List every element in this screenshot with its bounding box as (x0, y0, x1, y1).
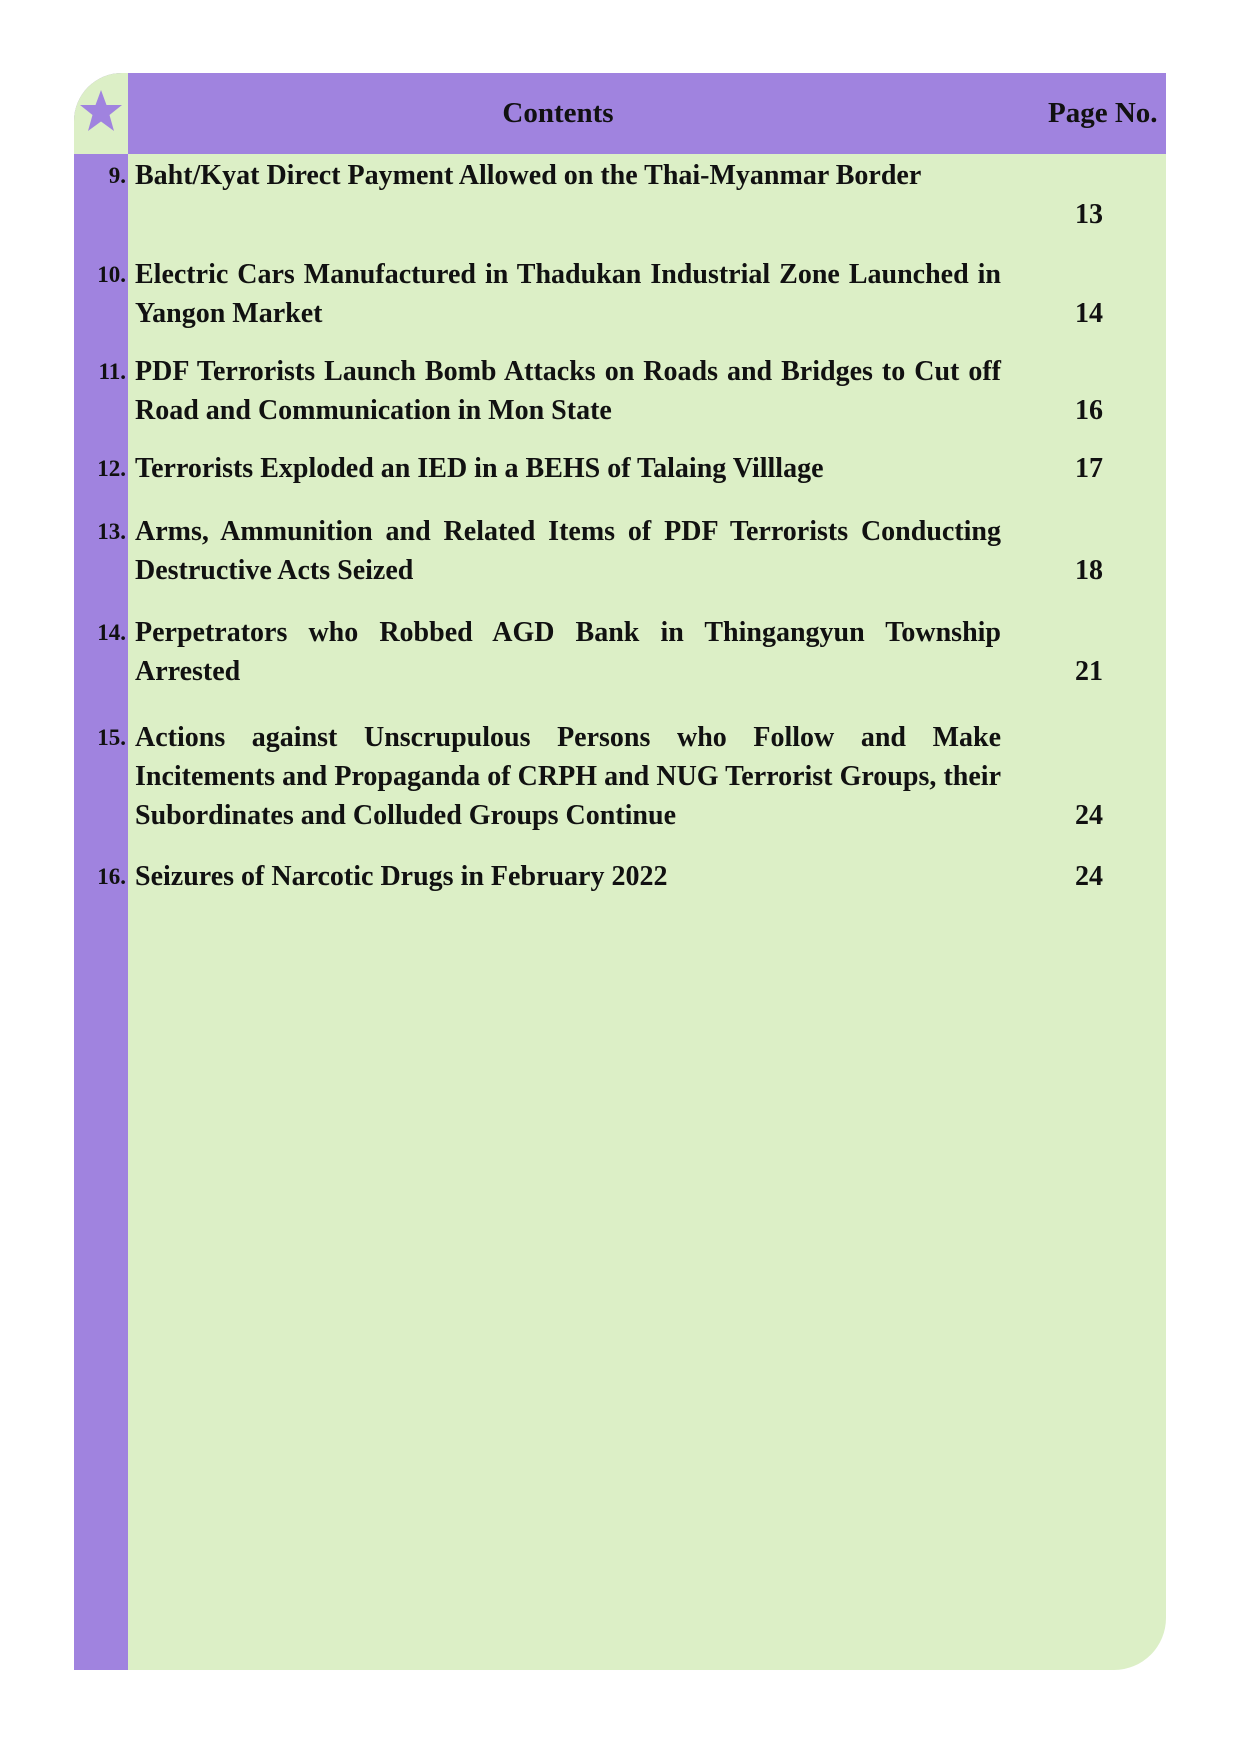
entry-title[interactable]: Electric Cars Manufactured in Thadukan Industrial Zone Launched in Yangon Market (135, 259, 1001, 329)
entry-page: 16 (1075, 395, 1103, 426)
entry-page: 24 (1075, 861, 1103, 892)
entry-number: 12. (97, 456, 126, 481)
entry-title[interactable]: Actions against Unscrupulous Persons who Follow and Make Incitements and Propaganda of CRPH and NUG Terrorist Groups, their Subordinates and Colluded Groups Continue (135, 722, 1001, 831)
entry-number: 13. (97, 519, 126, 544)
contents-panel (74, 73, 1166, 1670)
contents-header (128, 73, 1166, 154)
entry-page: 21 (1075, 656, 1103, 687)
entry-number: 9. (108, 163, 126, 188)
star-icon (79, 89, 123, 138)
entry-number: 14. (97, 620, 126, 645)
entry-number: 16. (97, 864, 126, 889)
contents-title: Contents (502, 97, 614, 129)
entry-page: 14 (1075, 298, 1103, 329)
entry-page: 17 (1075, 453, 1103, 484)
entry-number: 11. (98, 359, 126, 384)
entry-number: 15. (97, 725, 126, 750)
entry-title[interactable]: Perpetrators who Robbed AGD Bank in Thingangyun Township Arrested (135, 617, 1001, 687)
entry-title[interactable]: Seizures of Narcotic Drugs in February 2022 (135, 861, 668, 892)
entry-title[interactable]: Arms, Ammunition and Related Items of PDF Terrorists Conducting Destructive Acts Seized (135, 516, 1001, 586)
entry-title[interactable]: PDF Terrorists Launch Bomb Attacks on Roads and Bridges to Cut off Road and Communication in Mon State (135, 356, 1001, 426)
entry-title[interactable]: Terrorists Exploded an IED in a BEHS of Talaing Villlage (135, 453, 824, 484)
entry-title[interactable]: Baht/Kyat Direct Payment Allowed on the Thai-Myanmar Border (135, 160, 922, 191)
star-cell (74, 73, 128, 154)
entry-page: 18 (1075, 555, 1103, 586)
entry-number: 10. (97, 262, 126, 287)
entry-page: 24 (1075, 800, 1103, 831)
page-number-header: Page No. (1048, 97, 1158, 129)
entry-page: 13 (1075, 199, 1103, 230)
